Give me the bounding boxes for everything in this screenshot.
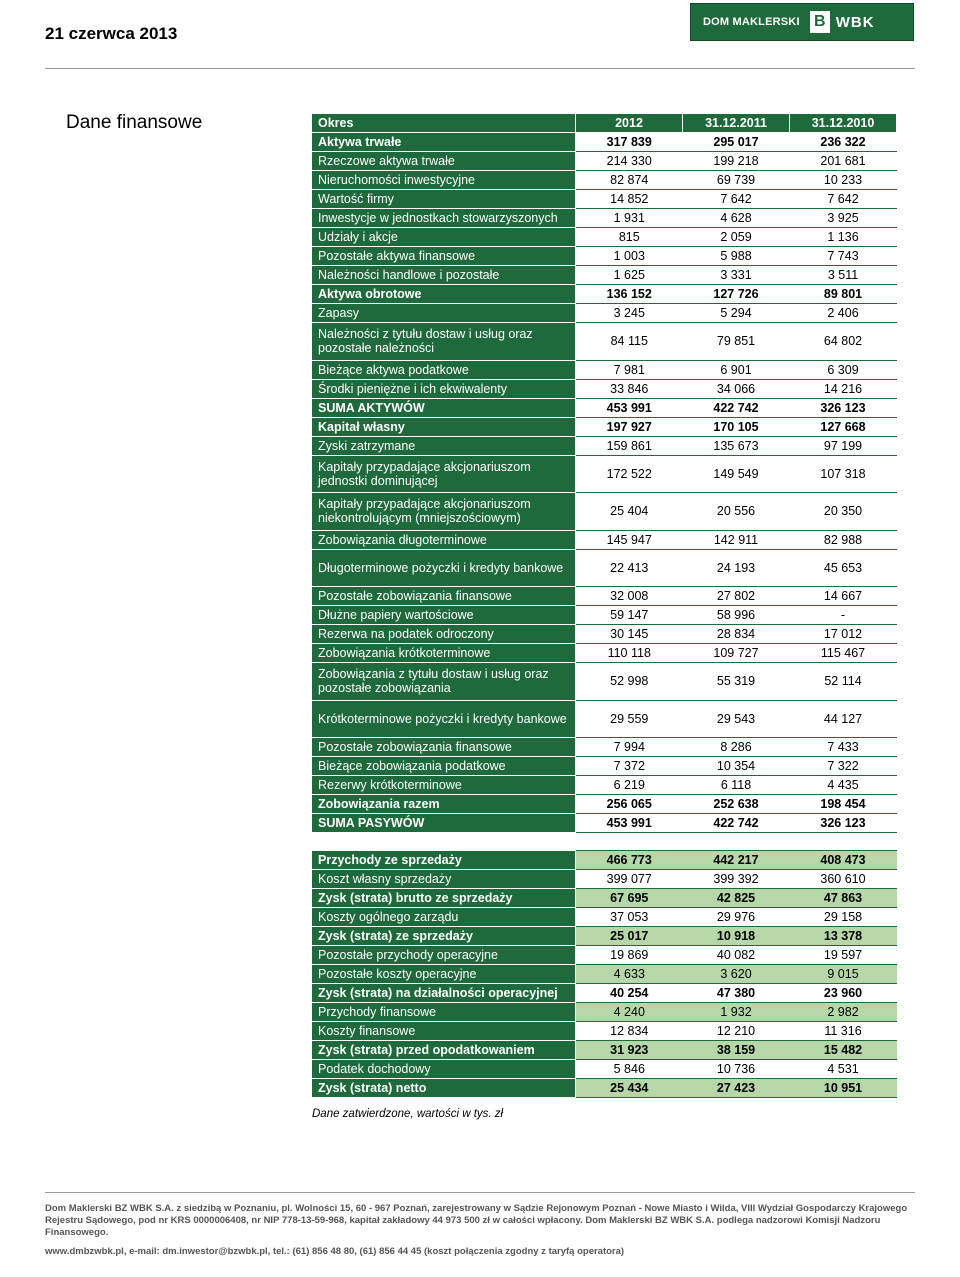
row-value: 360 610 — [790, 870, 897, 889]
table-row — [312, 304, 897, 323]
row-value: 107 318 — [790, 455, 897, 493]
row-value: 4 240 — [576, 1003, 683, 1022]
row-value: 47 380 — [683, 984, 790, 1003]
row-value: 25 434 — [576, 1079, 683, 1098]
column-header: Okres — [312, 114, 576, 133]
row-value: 453 991 — [576, 398, 683, 417]
table-row — [312, 360, 897, 379]
row-value: 197 927 — [576, 417, 683, 436]
row-label: Pozostałe zobowiązania finansowe — [312, 587, 576, 606]
report-date: 21 czerwca 2013 — [45, 24, 178, 43]
row-value: 40 082 — [683, 946, 790, 965]
table-row — [312, 738, 897, 757]
row-label: Zapasy — [312, 304, 576, 323]
row-value: - — [790, 606, 897, 625]
row-label: Długoterminowe pożyczki i kredyty bankowe — [312, 549, 576, 587]
table-row — [312, 587, 897, 606]
row-label: Zobowiązania długoterminowe — [312, 530, 576, 549]
table-row — [312, 493, 897, 531]
table-row — [312, 1022, 897, 1041]
row-value: 109 727 — [683, 644, 790, 663]
row-value: 3 245 — [576, 304, 683, 323]
table-row — [312, 133, 897, 152]
footer-legal-text: Dom Maklerski BZ WBK S.A. z siedzibą w Poznaniu, pl. Wolności 15, 60 - 967 Poznań, zarejestrowany w Sądzie Rejonowym Poznań - Nowe Miasto i Wilda, VIII Wydział Gospodarczy Krajowego Rejestru Sądowego, pod nr KRS 0000006408, nr NIP 778-13-59-968, kapitał zakładowy 44 973 500 zł w całości wpłacony. Dom Maklerski BZ WBK S.A. podlega nadzorowi Komisji Nadzoru Finansowego. — [45, 1203, 908, 1238]
row-value: 10 951 — [790, 1079, 897, 1098]
row-value: 442 217 — [683, 851, 790, 870]
row-value: 79 851 — [683, 323, 790, 361]
row-value: 1 932 — [683, 1003, 790, 1022]
row-value: 7 322 — [790, 757, 897, 776]
table-header-row — [312, 114, 897, 133]
row-value: 4 531 — [790, 1060, 897, 1079]
table-row — [312, 870, 897, 889]
row-value: 7 642 — [683, 190, 790, 209]
row-label: Aktywa obrotowe — [312, 285, 576, 304]
table-row — [312, 644, 897, 663]
row-value: 3 620 — [683, 965, 790, 984]
row-value: 13 378 — [790, 927, 897, 946]
table-row — [312, 663, 897, 701]
row-value: 7 994 — [576, 738, 683, 757]
row-label: Środki pieniężne i ich ekwiwalenty — [312, 379, 576, 398]
table-row — [312, 549, 897, 587]
row-value: 55 319 — [683, 663, 790, 701]
row-value: 214 330 — [576, 152, 683, 171]
row-value: 136 152 — [576, 285, 683, 304]
row-value: 23 960 — [790, 984, 897, 1003]
row-label: SUMA AKTYWÓW — [312, 398, 576, 417]
row-value: 815 — [576, 228, 683, 247]
row-value: 42 825 — [683, 889, 790, 908]
table-row — [312, 757, 897, 776]
row-value: 29 543 — [683, 700, 790, 738]
company-logo — [690, 3, 914, 41]
row-value: 1 003 — [576, 247, 683, 266]
row-value: 2 406 — [790, 304, 897, 323]
row-value: 25 017 — [576, 927, 683, 946]
row-label: Zysk (strata) ze sprzedaży — [312, 927, 576, 946]
row-value: 19 869 — [576, 946, 683, 965]
row-value: 29 158 — [790, 908, 897, 927]
table-row — [312, 776, 897, 795]
row-label: Zobowiązania z tytułu dostaw i usług oraz pozostałe zobowiązania — [312, 663, 576, 701]
row-value: 201 681 — [790, 152, 897, 171]
table-note: Dane zatwierdzone, wartości w tys. zł — [312, 1108, 504, 1120]
logo-brand: WBK — [835, 13, 875, 31]
row-value: 3 511 — [790, 266, 897, 285]
row-value: 67 695 — [576, 889, 683, 908]
row-value: 64 802 — [790, 323, 897, 361]
table-row — [312, 1003, 897, 1022]
table-row — [312, 171, 897, 190]
row-value: 110 118 — [576, 644, 683, 663]
row-label: Podatek dochodowy — [312, 1060, 576, 1079]
row-label: Inwestycje w jednostkach stowarzyszonych — [312, 209, 576, 228]
table-row — [312, 795, 897, 814]
row-value: 33 846 — [576, 379, 683, 398]
row-label: Należności z tytułu dostaw i usług oraz pozostałe należności — [312, 323, 576, 361]
row-label: Pozostałe koszty operacyjne — [312, 965, 576, 984]
table-row — [312, 285, 897, 304]
row-label: Pozostałe aktywa finansowe — [312, 247, 576, 266]
logo-mark-icon: B — [810, 11, 830, 33]
row-value: 172 522 — [576, 455, 683, 493]
row-value: 4 435 — [790, 776, 897, 795]
row-value: 149 549 — [683, 455, 790, 493]
row-value: 52 114 — [790, 663, 897, 701]
row-value: 142 911 — [683, 530, 790, 549]
income-statement-table — [311, 850, 897, 1098]
row-label: Rezerwa na podatek odroczony — [312, 625, 576, 644]
row-value: 295 017 — [683, 133, 790, 152]
row-value: 97 199 — [790, 436, 897, 455]
row-value: 9 015 — [790, 965, 897, 984]
row-label: Nieruchomości inwestycyjne — [312, 171, 576, 190]
row-value: 29 559 — [576, 700, 683, 738]
row-value: 7 372 — [576, 757, 683, 776]
row-label: Zyski zatrzymane — [312, 436, 576, 455]
table-row — [312, 625, 897, 644]
row-value: 7 981 — [576, 360, 683, 379]
row-label: Kapitały przypadające akcjonariuszom niekontrolującym (mniejszościowym) — [312, 493, 576, 531]
row-label: Koszty finansowe — [312, 1022, 576, 1041]
row-value: 84 115 — [576, 323, 683, 361]
row-value: 399 077 — [576, 870, 683, 889]
row-value: 82 874 — [576, 171, 683, 190]
row-value: 1 136 — [790, 228, 897, 247]
row-value: 252 638 — [683, 795, 790, 814]
row-value: 58 996 — [683, 606, 790, 625]
row-value: 47 863 — [790, 889, 897, 908]
row-value: 5 846 — [576, 1060, 683, 1079]
row-label: Rzeczowe aktywa trwałe — [312, 152, 576, 171]
row-value: 4 633 — [576, 965, 683, 984]
table-row — [312, 209, 897, 228]
row-value: 17 012 — [790, 625, 897, 644]
row-value: 7 433 — [790, 738, 897, 757]
row-value: 10 233 — [790, 171, 897, 190]
row-value: 7 642 — [790, 190, 897, 209]
row-value: 52 998 — [576, 663, 683, 701]
row-value: 1 931 — [576, 209, 683, 228]
row-label: Udziały i akcje — [312, 228, 576, 247]
row-value: 6 901 — [683, 360, 790, 379]
row-value: 199 218 — [683, 152, 790, 171]
row-value: 2 059 — [683, 228, 790, 247]
row-label: Bieżące zobowiązania podatkowe — [312, 757, 576, 776]
row-label: Zysk (strata) przed opodatkowaniem — [312, 1041, 576, 1060]
row-value: 3 331 — [683, 266, 790, 285]
table-row — [312, 946, 897, 965]
row-value: 127 668 — [790, 417, 897, 436]
row-value: 12 834 — [576, 1022, 683, 1041]
table-row — [312, 190, 897, 209]
header-divider — [45, 68, 915, 69]
footer-contact: www.dmbzwbk.pl, e-mail: dm.inwestor@bzwbk.pl, tel.: (61) 856 48 80, (61) 856 44 45 (koszt połączenia zgodny z taryfą operatora) — [45, 1246, 625, 1257]
row-value: 317 839 — [576, 133, 683, 152]
row-value: 14 216 — [790, 379, 897, 398]
table-row — [312, 247, 897, 266]
row-label: Koszt własny sprzedaży — [312, 870, 576, 889]
table-row — [312, 228, 897, 247]
row-value: 3 925 — [790, 209, 897, 228]
row-value: 30 145 — [576, 625, 683, 644]
row-value: 10 918 — [683, 927, 790, 946]
row-value: 20 350 — [790, 493, 897, 531]
table-row — [312, 851, 897, 870]
footer-divider — [45, 1192, 915, 1193]
row-value: 326 123 — [790, 398, 897, 417]
row-value: 135 673 — [683, 436, 790, 455]
row-value: 326 123 — [790, 814, 897, 833]
row-value: 12 210 — [683, 1022, 790, 1041]
row-value: 14 852 — [576, 190, 683, 209]
row-label: Kapitały przypadające akcjonariuszom jednostki dominującej — [312, 455, 576, 493]
row-value: 7 743 — [790, 247, 897, 266]
row-value: 2 982 — [790, 1003, 897, 1022]
row-value: 69 739 — [683, 171, 790, 190]
row-value: 5 294 — [683, 304, 790, 323]
table-row — [312, 152, 897, 171]
row-value: 29 976 — [683, 908, 790, 927]
row-label: Wartość firmy — [312, 190, 576, 209]
table-row — [312, 455, 897, 493]
table-row — [312, 606, 897, 625]
row-value: 399 392 — [683, 870, 790, 889]
row-value: 115 467 — [790, 644, 897, 663]
row-label: Dłużne papiery wartościowe — [312, 606, 576, 625]
row-label: Przychody finansowe — [312, 1003, 576, 1022]
logo-text: DOM MAKLERSKI — [703, 16, 800, 28]
row-value: 408 473 — [790, 851, 897, 870]
row-value: 11 316 — [790, 1022, 897, 1041]
row-label: Należności handlowe i pozostałe — [312, 266, 576, 285]
row-value: 37 053 — [576, 908, 683, 927]
table-row — [312, 927, 897, 946]
row-value: 198 454 — [790, 795, 897, 814]
row-value: 256 065 — [576, 795, 683, 814]
table-row — [312, 889, 897, 908]
column-header: 31.12.2010 — [790, 114, 897, 133]
row-label: Zysk (strata) brutto ze sprzedaży — [312, 889, 576, 908]
row-label: Zobowiązania krótkoterminowe — [312, 644, 576, 663]
row-value: 5 988 — [683, 247, 790, 266]
row-label: Zysk (strata) netto — [312, 1079, 576, 1098]
row-value: 15 482 — [790, 1041, 897, 1060]
table-row — [312, 379, 897, 398]
table-row — [312, 1060, 897, 1079]
table-row — [312, 1041, 897, 1060]
table-row — [312, 530, 897, 549]
row-value: 8 286 — [683, 738, 790, 757]
table-row — [312, 965, 897, 984]
column-header: 2012 — [576, 114, 683, 133]
row-value: 44 127 — [790, 700, 897, 738]
row-value: 24 193 — [683, 549, 790, 587]
row-label: Pozostałe przychody operacyjne — [312, 946, 576, 965]
row-value: 236 322 — [790, 133, 897, 152]
row-value: 82 988 — [790, 530, 897, 549]
row-value: 4 628 — [683, 209, 790, 228]
row-value: 59 147 — [576, 606, 683, 625]
row-value: 22 413 — [576, 549, 683, 587]
row-value: 27 423 — [683, 1079, 790, 1098]
row-value: 6 219 — [576, 776, 683, 795]
row-value: 10 736 — [683, 1060, 790, 1079]
row-value: 453 991 — [576, 814, 683, 833]
row-label: Krótkoterminowe pożyczki i kredyty bankowe — [312, 700, 576, 738]
row-value: 466 773 — [576, 851, 683, 870]
row-value: 34 066 — [683, 379, 790, 398]
row-label: Rezerwy krótkoterminowe — [312, 776, 576, 795]
row-value: 28 834 — [683, 625, 790, 644]
row-value: 32 008 — [576, 587, 683, 606]
row-label: Zobowiązania razem — [312, 795, 576, 814]
row-value: 27 802 — [683, 587, 790, 606]
table-row — [312, 323, 897, 361]
row-value: 159 861 — [576, 436, 683, 455]
section-title: Dane finansowe — [66, 112, 203, 133]
row-label: Bieżące aktywa podatkowe — [312, 360, 576, 379]
table-row — [312, 1079, 897, 1098]
row-value: 25 404 — [576, 493, 683, 531]
row-value: 6 118 — [683, 776, 790, 795]
table-row — [312, 908, 897, 927]
row-label: SUMA PASYWÓW — [312, 814, 576, 833]
row-label: Przychody ze sprzedaży — [312, 851, 576, 870]
table-row — [312, 436, 897, 455]
row-label: Koszty ogólnego zarządu — [312, 908, 576, 927]
row-value: 170 105 — [683, 417, 790, 436]
table-row — [312, 700, 897, 738]
row-label: Zysk (strata) na działalności operacyjnej — [312, 984, 576, 1003]
row-value: 19 597 — [790, 946, 897, 965]
row-value: 31 923 — [576, 1041, 683, 1060]
row-value: 127 726 — [683, 285, 790, 304]
row-value: 40 254 — [576, 984, 683, 1003]
table-row — [312, 398, 897, 417]
row-label: Kapitał własny — [312, 417, 576, 436]
column-header: 31.12.2011 — [683, 114, 790, 133]
row-value: 10 354 — [683, 757, 790, 776]
row-value: 20 556 — [683, 493, 790, 531]
row-value: 1 625 — [576, 266, 683, 285]
row-label: Aktywa trwałe — [312, 133, 576, 152]
row-value: 14 667 — [790, 587, 897, 606]
row-value: 38 159 — [683, 1041, 790, 1060]
row-value: 145 947 — [576, 530, 683, 549]
row-value: 89 801 — [790, 285, 897, 304]
row-value: 45 653 — [790, 549, 897, 587]
row-value: 422 742 — [683, 814, 790, 833]
table-row — [312, 984, 897, 1003]
row-value: 422 742 — [683, 398, 790, 417]
table-row — [312, 266, 897, 285]
row-value: 6 309 — [790, 360, 897, 379]
balance-sheet-table — [311, 113, 897, 833]
table-row — [312, 417, 897, 436]
table-row — [312, 814, 897, 833]
row-label: Pozostałe zobowiązania finansowe — [312, 738, 576, 757]
